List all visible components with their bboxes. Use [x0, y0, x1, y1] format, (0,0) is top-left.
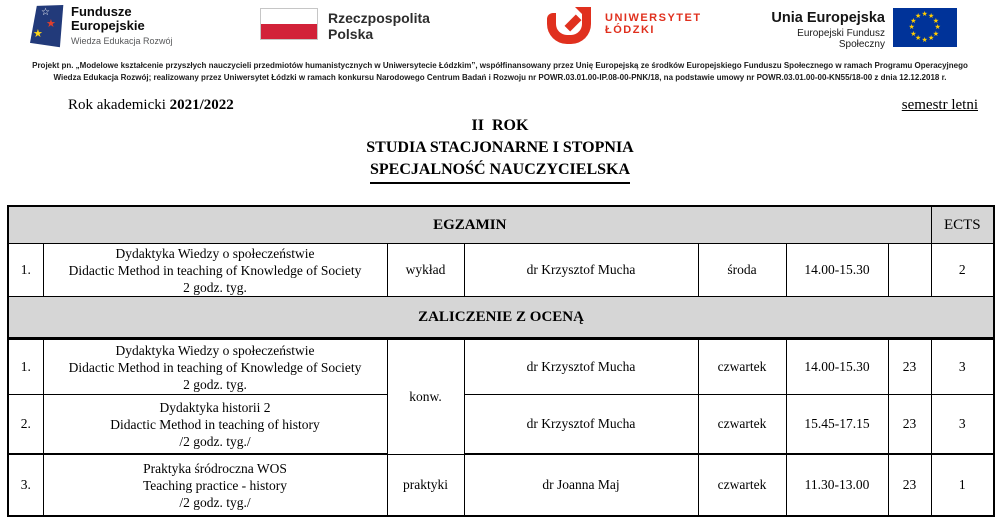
cell-day: czwartek	[698, 395, 786, 455]
subject-name-pl: Praktyka śródroczna WOS	[143, 460, 287, 476]
cell-class-type-merged: konw.	[387, 339, 464, 455]
subject-name-en: Teaching practice - history	[142, 477, 288, 493]
logo-unia-europejska	[750, 8, 957, 50]
cell-time: 15.45-17.15	[786, 395, 888, 455]
cell-day: czwartek	[698, 339, 786, 395]
academic-year-line: Rok akademicki 2021/2022	[68, 97, 234, 113]
subject-hours: /2 godz. tyg./	[179, 494, 251, 510]
document-title	[0, 115, 1000, 184]
subject-hours: 2 godz. tyg.	[183, 376, 247, 392]
fe-logo-subtitle: Wiedza Edukacja Rozwój	[71, 36, 173, 46]
eu-flag-icon: ★ ★ ★ ★ ★ ★ ★ ★ ★ ★ ★ ★	[893, 8, 957, 47]
cell-time: 11.30-13.00	[786, 454, 888, 516]
cell-number: 1.	[8, 339, 43, 395]
subject-name-en: Didactic Method in teaching of Knowledge of Society	[68, 359, 362, 375]
cell-subject	[43, 454, 387, 516]
table-row-egzamin-1	[8, 244, 994, 297]
star-icon: ☆	[41, 7, 50, 18]
fe-logo-title-line2: Europejskie	[71, 18, 145, 33]
cell-lecturer: dr Krzysztof Mucha	[464, 339, 698, 395]
ul-logo-line2: ŁÓDZKI	[605, 24, 655, 36]
cell-lecturer: dr Krzysztof Mucha	[464, 244, 698, 297]
table-header-row	[8, 206, 994, 244]
cell-group: 23	[888, 454, 931, 516]
cell-time: 14.00-15.30	[786, 339, 888, 395]
cell-lecturer: dr Krzysztof Mucha	[464, 395, 698, 455]
section-header-zaliczenie: ZALICZENIE Z OCENĄ	[8, 297, 994, 339]
section-header-egzamin: EGZAMIN	[8, 206, 931, 244]
cell-group	[888, 244, 931, 297]
cell-day: czwartek	[698, 454, 786, 516]
table-row-zaliczenie-3	[8, 454, 994, 516]
schedule-table	[7, 205, 995, 517]
university-lodz-u-arrow-icon	[545, 7, 597, 47]
cell-time: 14.00-15.30	[786, 244, 888, 297]
cell-number: 2.	[8, 395, 43, 455]
cell-number: 1.	[8, 244, 43, 297]
table-row-zaliczenie-1	[8, 339, 994, 395]
fe-logo-title-line1: Fundusze	[71, 4, 132, 19]
cell-day: środa	[698, 244, 786, 297]
cell-ects: 3	[931, 339, 994, 395]
ects-column-header: ECTS	[931, 206, 994, 244]
logo-fundusze-europejskie	[30, 5, 173, 49]
star-icon: ★	[46, 18, 56, 30]
subject-name-pl: Dydaktyka Wiedzy o społeczeństwie	[115, 245, 315, 261]
cell-subject	[43, 339, 387, 395]
cell-number: 3.	[8, 454, 43, 516]
pl-logo-line2: Polska	[328, 26, 374, 42]
logo-uniwersytet-lodzki	[545, 7, 702, 47]
pl-logo-line1: Rzeczpospolita	[328, 10, 430, 26]
project-description: Projekt pn. „Modelowe kształcenie przyszłych nauczycieli przedmiotów humanistycznych w Uniwersytecie Łódzkim”, współfinansowany przez Unię Europejską ze środków Europejskiego Funduszu Społecznego w ramach Programu Operacyjnego Wiedza Edukacja Rozwój; realizowany przez Uniwersytet Łódzki w ramach konkursu Narodowego Centrum Badań i Rozwoju nr POWR.03.01.00-IP.08-00-PNK/18, na podstawie umowy nr POWR.03.01.00-00-KN55/18-00 z dnia 12.12.2018 r.	[32, 61, 968, 82]
cell-ects: 3	[931, 395, 994, 455]
cell-subject	[43, 244, 387, 297]
star-icon: ★	[33, 28, 43, 40]
cell-subject	[43, 395, 387, 455]
subject-name-en: Didactic Method in teaching of Knowledge of Society	[68, 262, 362, 278]
eu-logo-line1: Unia Europejska	[771, 10, 885, 26]
logo-rzeczpospolita-polska	[260, 8, 430, 42]
title-study-mode: STUDIA STACJONARNE I STOPNIA	[366, 139, 634, 156]
cell-lecturer: dr Joanna Maj	[464, 454, 698, 516]
subject-hours: 2 godz. tyg.	[183, 279, 247, 295]
academic-year-value: 2021/2022	[169, 97, 234, 113]
fundusze-europejskie-flag-icon	[30, 5, 64, 49]
section-band-row	[8, 297, 994, 339]
cell-ects: 1	[931, 454, 994, 516]
subject-name-pl: Dydaktyka historii 2	[159, 399, 271, 415]
title-specialization: SPECJALNOŚĆ NAUCZYCIELSKA	[0, 159, 1000, 184]
table-row-zaliczenie-2	[8, 395, 994, 455]
eu-logo-line2: Europejski Fundusz Społeczny	[797, 28, 885, 50]
subject-name-pl: Dydaktyka Wiedzy o społeczeństwie	[115, 342, 315, 358]
logo-strip	[0, 0, 1000, 55]
semester-label: semestr letni	[901, 97, 978, 113]
cell-group: 23	[888, 339, 931, 395]
title-year-of-study: II ROK	[471, 117, 529, 134]
subject-name-en: Didactic Method in teaching of history	[110, 416, 320, 432]
subject-hours: /2 godz. tyg./	[179, 433, 251, 449]
cell-ects: 2	[931, 244, 994, 297]
poland-flag-icon	[260, 8, 318, 40]
ul-logo-line1: UNIWERSYTET	[605, 12, 702, 24]
cell-group: 23	[888, 395, 931, 455]
cell-class-type: wykład	[387, 244, 464, 297]
cell-class-type: praktyki	[387, 454, 464, 516]
